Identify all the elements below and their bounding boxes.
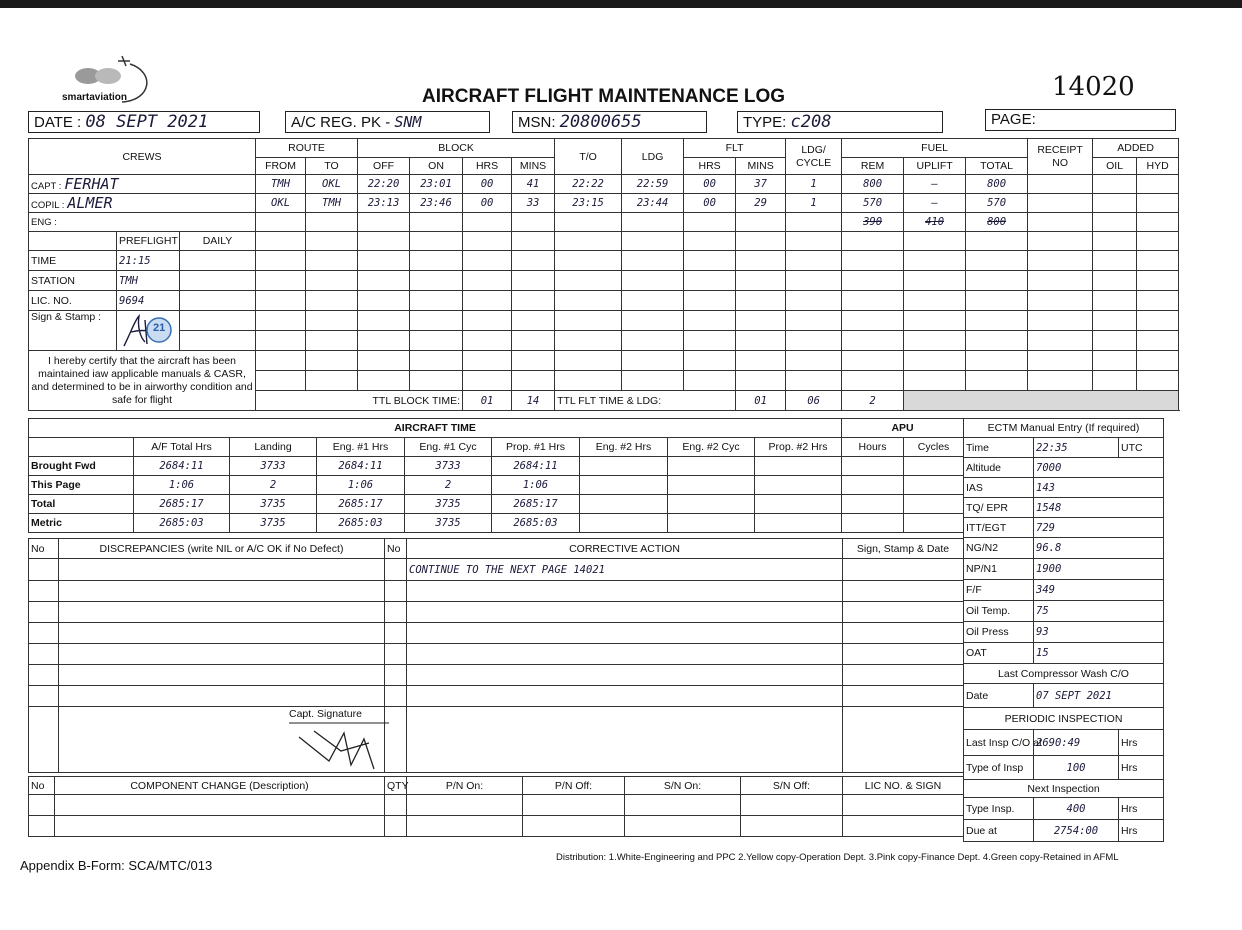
ectm-row <box>964 622 1164 643</box>
ectm-label: TQ/ EPR <box>964 498 1034 518</box>
type-insp-unit: Hrs <box>1119 756 1164 780</box>
ectm-value[interactable]: 1900 <box>1034 559 1164 580</box>
hyd-cell[interactable] <box>1137 175 1179 194</box>
prop2-hrs-cell[interactable] <box>755 457 842 476</box>
rem-cell[interactable]: 800 <box>842 175 904 194</box>
prop2-hrs-cell[interactable] <box>755 495 842 514</box>
prop2-hrs-cell[interactable] <box>755 514 842 533</box>
prop1-hrs-cell[interactable]: 2685:03 <box>492 514 580 533</box>
scan-top-edge <box>0 0 1242 8</box>
prop1-hrs-header: Prop. #1 Hrs <box>492 438 580 457</box>
disc-no-cell[interactable] <box>29 559 59 581</box>
takeoff-cell[interactable]: 23:15 <box>555 194 622 213</box>
ectm-value[interactable]: 349 <box>1034 580 1164 601</box>
added-header: ADDED <box>1093 139 1179 158</box>
appendix-form-label: Appendix B-Form: SCA/MTC/013 <box>20 858 213 873</box>
due-at-value[interactable]: 2754:00 <box>1034 820 1119 842</box>
ectm-value[interactable]: 96.8 <box>1034 538 1164 559</box>
ttl-block-mins[interactable]: 14 <box>512 391 555 411</box>
eng1-hrs-cell[interactable]: 2684:11 <box>317 457 405 476</box>
eng2-hrs-cell[interactable] <box>580 514 668 533</box>
total-header: TOTAL <box>966 158 1028 175</box>
block-hrs-cell[interactable]: 00 <box>463 194 512 213</box>
eng2-cyc-cell[interactable] <box>668 495 755 514</box>
type-insp-value[interactable]: 100 <box>1034 756 1119 780</box>
ldg-cycle-header: LDG/ CYCLE <box>786 139 842 175</box>
daily-time-cell[interactable] <box>180 251 256 271</box>
apu-cycles-cell[interactable] <box>904 476 964 495</box>
fuel-header: FUEL <box>842 139 1028 158</box>
flt-mins-cell[interactable] <box>736 213 786 232</box>
hyd-cell[interactable] <box>1137 194 1179 213</box>
ectm-value[interactable]: 7000 <box>1034 458 1164 478</box>
uplift-header: UPLIFT <box>904 158 966 175</box>
eng2-cyc-cell[interactable] <box>668 457 755 476</box>
oil-cell[interactable] <box>1093 175 1137 194</box>
hyd-header: HYD <box>1137 158 1179 175</box>
uplift-cell[interactable]: – <box>904 175 966 194</box>
rem-header: REM <box>842 158 904 175</box>
ectm-row <box>964 580 1164 601</box>
flt-hrs-header: HRS <box>684 158 736 175</box>
ectm-label: Time <box>964 438 1034 458</box>
af-total-cell[interactable]: 2685:17 <box>134 495 230 514</box>
eng2-cyc-cell[interactable] <box>668 476 755 495</box>
eng1-cyc-cell[interactable]: 3733 <box>405 457 492 476</box>
oil-cell[interactable] <box>1093 194 1137 213</box>
logo-text: smartaviation <box>62 92 128 103</box>
on-cell[interactable] <box>410 213 463 232</box>
ectm-label: NP/N1 <box>964 559 1034 580</box>
qty-header: QTY <box>385 777 407 795</box>
apu-hours-cell[interactable] <box>842 495 904 514</box>
eng1-hrs-cell[interactable]: 2685:17 <box>317 495 405 514</box>
apu-hours-cell[interactable] <box>842 476 904 495</box>
eng1-hrs-header: Eng. #1 Hrs <box>317 438 405 457</box>
discrepancy-table <box>28 538 964 773</box>
row-label: Total <box>29 495 134 514</box>
ectm-label: OAT <box>964 643 1034 664</box>
table-row <box>29 476 964 495</box>
type-label: TYPE: <box>743 114 787 131</box>
type-insp-label: Type of Insp <box>964 756 1034 780</box>
fuel-total-cell[interactable]: 800 <box>966 213 1028 232</box>
next-type-unit: Hrs <box>1119 798 1164 820</box>
preflight-header: PREFLIGHT <box>117 232 180 251</box>
ttl-flt-mins[interactable]: 06 <box>786 391 842 411</box>
block-header: BLOCK <box>358 139 555 158</box>
reg-field[interactable] <box>285 111 490 133</box>
ttl-block-label: TTL BLOCK TIME: <box>256 391 463 411</box>
from-cell[interactable]: TMH <box>256 175 306 194</box>
crew-label: CAPT : <box>31 181 62 192</box>
aircraft-time-title: AIRCRAFT TIME <box>29 419 842 438</box>
takeoff-header: T/O <box>555 139 622 175</box>
pn-off-header: P/N Off: <box>523 777 625 795</box>
off-header: OFF <box>358 158 410 175</box>
component-change-table <box>28 776 964 837</box>
af-total-cell[interactable]: 2685:03 <box>134 514 230 533</box>
eng2-cyc-header: Eng. #2 Cyc <box>668 438 755 457</box>
ttl-block-hrs[interactable]: 01 <box>463 391 512 411</box>
last-insp-label: Last Insp C/O at <box>964 730 1034 756</box>
ectm-value[interactable]: 93 <box>1034 622 1164 643</box>
block-hrs-header: HRS <box>463 158 512 175</box>
af-total-cell[interactable]: 2684:11 <box>134 457 230 476</box>
ectm-row <box>964 643 1164 664</box>
prop2-hrs-cell[interactable] <box>755 476 842 495</box>
flight-log-table <box>28 138 1179 411</box>
airworthiness-certification: I hereby certify that the aircraft has been maintained iaw applicable manuals & CASR, and determined to be in airworthy condition and safe for flight <box>29 351 256 411</box>
ectm-value[interactable]: 22:35 <box>1034 438 1119 458</box>
ectm-row <box>964 438 1164 458</box>
sign-cell[interactable] <box>843 559 964 581</box>
from-header: FROM <box>256 158 306 175</box>
next-type-value[interactable]: 400 <box>1034 798 1119 820</box>
to-cell[interactable] <box>306 213 358 232</box>
crew-label: ENG : <box>31 217 57 228</box>
landing-cell[interactable]: 3733 <box>230 457 317 476</box>
sign-stamp-cell[interactable] <box>117 311 180 351</box>
corrective-action-header: CORRECTIVE ACTION <box>407 539 843 559</box>
crew-cell[interactable] <box>29 175 256 194</box>
eng1-hrs-cell[interactable]: 1:06 <box>317 476 405 495</box>
sn-off-header: S/N Off: <box>741 777 843 795</box>
eng1-hrs-cell[interactable]: 2685:03 <box>317 514 405 533</box>
sign-label: Sign & Stamp : <box>29 311 117 351</box>
rem-cell[interactable]: 390 <box>842 213 904 232</box>
off-cell[interactable]: 23:13 <box>358 194 410 213</box>
receipt-cell[interactable] <box>1028 194 1093 213</box>
on-cell[interactable]: 23:46 <box>410 194 463 213</box>
type-value: c208 <box>790 112 832 132</box>
due-at-unit: Hrs <box>1119 820 1164 842</box>
eng2-cyc-cell[interactable] <box>668 514 755 533</box>
ectm-label: Oil Press <box>964 622 1034 643</box>
crew-cell[interactable] <box>29 194 256 213</box>
stamp-number: 21 <box>153 322 166 334</box>
last-insp-unit: Hrs <box>1119 730 1164 756</box>
takeoff-cell[interactable]: 22:22 <box>555 175 622 194</box>
crews-header: CREWS <box>29 139 256 175</box>
row-label: Metric <box>29 514 134 533</box>
captain-signature-icon <box>289 721 409 773</box>
crew-label: COPIL : <box>31 200 65 211</box>
flt-header: FLT <box>684 139 786 158</box>
block-mins-cell[interactable]: 41 <box>512 175 555 194</box>
prop1-hrs-cell[interactable]: 1:06 <box>492 476 580 495</box>
row-label: Brought Fwd <box>29 457 134 476</box>
from-cell[interactable] <box>256 213 306 232</box>
receipt-cell[interactable] <box>1028 175 1093 194</box>
prop2-hrs-header: Prop. #2 Hrs <box>755 438 842 457</box>
pn-on-header: P/N On: <box>407 777 523 795</box>
date-label: DATE : <box>34 114 82 131</box>
discrepancies-header: DISCREPANCIES (write NIL or A/C OK if No Defect) <box>59 539 385 559</box>
apu-title: APU <box>842 419 964 438</box>
landing-cell[interactable]: 23:44 <box>622 194 684 213</box>
ectm-unit: UTC <box>1119 438 1164 458</box>
from-cell[interactable]: OKL <box>256 194 306 213</box>
ectm-row <box>964 518 1164 538</box>
receipt-cell[interactable] <box>1028 213 1093 232</box>
time-label: TIME <box>29 251 117 271</box>
due-at-label: Due at <box>964 820 1034 842</box>
reg-label: A/C REG. PK - <box>291 114 391 131</box>
on-cell[interactable]: 23:01 <box>410 175 463 194</box>
to-cell[interactable]: TMH <box>306 194 358 213</box>
lic-value[interactable]: 9694 <box>117 291 180 311</box>
sn-on-header: S/N On: <box>625 777 741 795</box>
block-mins-header: MINS <box>512 158 555 175</box>
ectm-value[interactable]: 1548 <box>1034 498 1164 518</box>
table-row <box>29 457 964 476</box>
apu-cycles-header: Cycles <box>904 438 964 457</box>
apu-cycles-cell[interactable] <box>904 514 964 533</box>
ectm-value[interactable]: 143 <box>1034 478 1164 498</box>
disc-cell[interactable] <box>59 559 385 581</box>
blank-cell <box>29 232 117 251</box>
apu-hours-cell[interactable] <box>842 457 904 476</box>
eng2-hrs-cell[interactable] <box>580 476 668 495</box>
next-type-label: Type Insp. <box>964 798 1034 820</box>
cycle-cell[interactable] <box>786 213 842 232</box>
last-insp-value[interactable]: 2690:49 <box>1034 730 1119 756</box>
landing-cell[interactable]: 3735 <box>230 495 317 514</box>
form-number: 14020 <box>1052 72 1135 102</box>
to-cell[interactable]: OKL <box>306 175 358 194</box>
ectm-row <box>964 601 1164 622</box>
table-row <box>29 213 1179 232</box>
block-hrs-cell[interactable]: 00 <box>463 175 512 194</box>
date-field[interactable] <box>28 111 260 133</box>
ectm-row <box>964 478 1164 498</box>
compressor-date-label: Date <box>964 684 1034 708</box>
ectm-label: ITT/EGT <box>964 518 1034 538</box>
cycle-cell[interactable]: 1 <box>786 194 842 213</box>
comp-no-header: No <box>29 777 55 795</box>
landing-header: LDG <box>622 139 684 175</box>
uplift-cell[interactable]: 410 <box>904 213 966 232</box>
type-field[interactable] <box>737 111 943 133</box>
oil-header: OIL <box>1093 158 1137 175</box>
ectm-row <box>964 458 1164 478</box>
block-hrs-cell[interactable] <box>463 213 512 232</box>
eng1-cyc-header: Eng. #1 Cyc <box>405 438 492 457</box>
ectm-row <box>964 559 1164 580</box>
ectm-value[interactable]: 75 <box>1034 601 1164 622</box>
hyd-cell[interactable] <box>1137 213 1179 232</box>
msn-value: 20800655 <box>559 112 642 132</box>
table-row <box>29 175 1179 194</box>
ttl-ldg[interactable]: 2 <box>842 391 904 411</box>
to-header: TO <box>306 158 358 175</box>
smart-aviation-logo <box>60 52 160 107</box>
ectm-row <box>964 538 1164 559</box>
ectm-value[interactable]: 15 <box>1034 643 1164 664</box>
table-row <box>29 559 964 581</box>
daily-lic-cell[interactable] <box>180 291 256 311</box>
route-header: ROUTE <box>256 139 358 158</box>
aircraft-time-table <box>28 418 964 533</box>
ectm-title: ECTM Manual Entry (If required) <box>964 419 1164 438</box>
lic-label: LIC. NO. <box>29 291 117 311</box>
eng1-cyc-cell[interactable]: 3735 <box>405 495 492 514</box>
comp-description-header: COMPONENT CHANGE (Description) <box>55 777 385 795</box>
off-cell[interactable] <box>358 213 410 232</box>
ectm-label: NG/N2 <box>964 538 1034 559</box>
af-total-cell[interactable]: 1:06 <box>134 476 230 495</box>
compressor-date-value[interactable]: 07 SEPT 2021 <box>1034 684 1164 708</box>
ttl-flt-hrs[interactable]: 01 <box>736 391 786 411</box>
block-mins-cell[interactable] <box>512 213 555 232</box>
rem-cell[interactable]: 570 <box>842 194 904 213</box>
ectm-label: Altitude <box>964 458 1034 478</box>
daily-header: DAILY <box>180 232 256 251</box>
prop1-hrs-cell[interactable]: 2685:17 <box>492 495 580 514</box>
flt-hrs-cell[interactable]: 00 <box>684 194 736 213</box>
ectm-label: F/F <box>964 580 1034 601</box>
oil-cell[interactable] <box>1093 213 1137 232</box>
eng2-hrs-cell[interactable] <box>580 495 668 514</box>
cycle-cell[interactable]: 1 <box>786 175 842 194</box>
eng1-cyc-cell[interactable]: 3735 <box>405 514 492 533</box>
distribution-note: Distribution: 1.White-Engineering and PPC 2.Yellow copy-Operation Dept. 3.Pink copy-Finance Dept. 4.Green copy-Retained in AFML <box>556 852 1119 863</box>
page-label: PAGE: <box>991 111 1036 128</box>
flt-mins-header: MINS <box>736 158 786 175</box>
table-row <box>29 194 1179 213</box>
eng2-hrs-header: Eng. #2 Hrs <box>580 438 668 457</box>
ectm-label: IAS <box>964 478 1034 498</box>
page-title: AIRCRAFT FLIGHT MAINTENANCE LOG <box>422 86 786 107</box>
reg-value: SNM <box>394 113 422 131</box>
msn-label: MSN: <box>518 114 556 131</box>
apu-hours-cell[interactable] <box>842 514 904 533</box>
row-label: This Page <box>29 476 134 495</box>
landing-cell[interactable] <box>622 213 684 232</box>
ttl-flt-label: TTL FLT TIME & LDG: <box>555 391 736 411</box>
apu-hours-header: Hours <box>842 438 904 457</box>
corrective-no-header: No <box>385 539 407 559</box>
on-header: ON <box>410 158 463 175</box>
shaded-cell <box>904 391 1179 411</box>
flt-mins-cell[interactable]: 37 <box>736 175 786 194</box>
crew-name: FERHAT <box>64 175 119 193</box>
fuel-total-cell[interactable]: 800 <box>966 175 1028 194</box>
time-value[interactable]: 21:15 <box>117 251 180 271</box>
periodic-inspection-title: PERIODIC INSPECTION <box>964 708 1164 730</box>
corrective-action-cell[interactable]: CONTINUE TO THE NEXT PAGE 14021 <box>407 559 843 581</box>
sign-stamp-date-header: Sign, Stamp & Date <box>843 539 964 559</box>
off-cell[interactable]: 22:20 <box>358 175 410 194</box>
table-row <box>29 495 964 514</box>
crew-name: ALMER <box>67 194 113 212</box>
msn-field[interactable] <box>512 111 707 133</box>
eng2-hrs-cell[interactable] <box>580 457 668 476</box>
af-total-header: A/F Total Hrs <box>134 438 230 457</box>
table-row <box>29 514 964 533</box>
flt-hrs-cell[interactable]: 00 <box>684 175 736 194</box>
next-inspection-title: Next Inspection <box>964 780 1164 798</box>
ectm-row <box>964 498 1164 518</box>
page-field[interactable] <box>985 109 1176 131</box>
station-value[interactable]: TMH <box>117 271 180 291</box>
landing-cell[interactable]: 3735 <box>230 514 317 533</box>
disc-no-header: No <box>29 539 59 559</box>
daily-station-cell[interactable] <box>180 271 256 291</box>
takeoff-cell[interactable] <box>555 213 622 232</box>
capt-signature-label: Capt. Signature <box>289 708 362 720</box>
eng1-cyc-cell[interactable]: 2 <box>405 476 492 495</box>
receipt-header: RECEIPT NO <box>1028 139 1093 175</box>
flt-mins-cell[interactable]: 29 <box>736 194 786 213</box>
station-label: STATION <box>29 271 117 291</box>
crew-cell[interactable] <box>29 213 256 232</box>
flt-hrs-cell[interactable] <box>684 213 736 232</box>
apu-cycles-cell[interactable] <box>904 457 964 476</box>
capt-signature-cell[interactable] <box>59 707 385 773</box>
landing-cell[interactable]: 22:59 <box>622 175 684 194</box>
fuel-total-cell[interactable]: 570 <box>966 194 1028 213</box>
ectm-value[interactable]: 729 <box>1034 518 1164 538</box>
landing-header: Landing <box>230 438 317 457</box>
ectm-table <box>963 418 1164 842</box>
compressor-wash-title: Last Compressor Wash C/O <box>964 664 1164 684</box>
ectm-label: Oil Temp. <box>964 601 1034 622</box>
uplift-cell[interactable]: – <box>904 194 966 213</box>
landing-cell[interactable]: 2 <box>230 476 317 495</box>
date-value: 08 SEPT 2021 <box>85 112 209 132</box>
block-mins-cell[interactable]: 33 <box>512 194 555 213</box>
blank-cell <box>29 438 134 457</box>
apu-cycles-cell[interactable] <box>904 495 964 514</box>
corr-no-cell[interactable] <box>385 559 407 581</box>
prop1-hrs-cell[interactable]: 2684:11 <box>492 457 580 476</box>
lic-sign-header: LIC NO. & SIGN <box>843 777 964 795</box>
